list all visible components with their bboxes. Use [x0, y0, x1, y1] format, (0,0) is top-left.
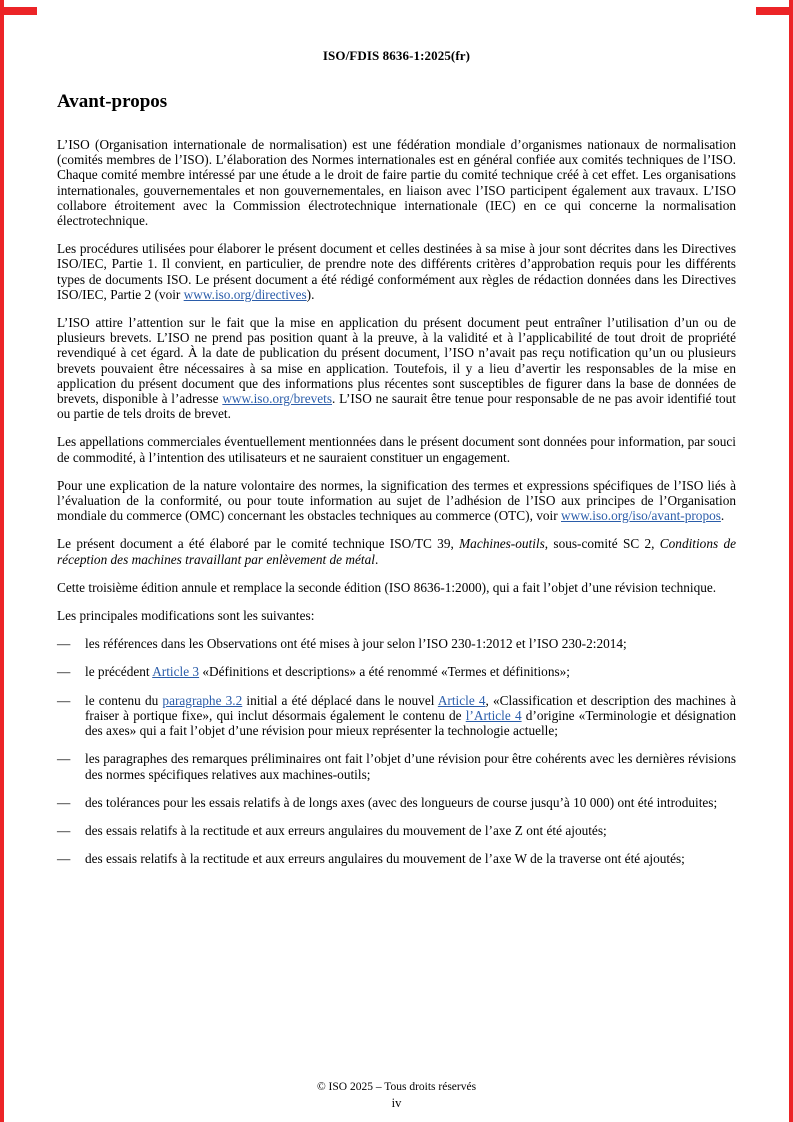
- page-border-left: [0, 0, 4, 1122]
- bullet-item: [57, 693, 736, 739]
- page-title: Avant-propos: [57, 91, 168, 112]
- text-run: Cette troisième édition annule et remplace la seconde édition (ISO 8636-1:2000), qui a fait l’objet d’une révision technique.: [57, 579, 717, 595]
- text-run: le contenu du: [85, 692, 163, 708]
- document-body: [57, 137, 736, 866]
- bullet-text: [85, 664, 570, 679]
- text-run: , «Classification et description des machines à fraiser à portique fixe», qui inclut désormais également le contenu de: [85, 692, 737, 723]
- inline-link[interactable]: Article 3: [152, 664, 200, 680]
- text-run: des essais relatifs à la rectitude et aux erreurs angulaires du mouvement de l’axe W de la traverse ont été ajoutés;: [85, 851, 685, 867]
- bullet-text: [85, 851, 685, 866]
- paragraph: [57, 608, 736, 623]
- inline-link[interactable]: www.iso.org/brevets: [222, 391, 333, 407]
- page-number: iv: [391, 1096, 402, 1110]
- text-run: L’ISO (Organisation internationale de normalisation) est une fédération mondiale d’organismes nationaux de normalisation (comités membres de l’ISO). L’élaboration des Normes internationales est en général confiée aux comités techniques de l’ISO. Chaque comité membre intéressé par une étude a le droit de faire partie du comité technique créé à cet effet. Les organisations internationales, gouvernementales et non gouvernementales, en liaison avec l’ISO participent également aux travaux. L’ISO collabore étroitement avec la Commission électrotechnique internationale (IEC) en ce qui concerne la normalisation électrotechnique.: [57, 137, 736, 229]
- text-run: des tolérances pour les essais relatifs à de longs axes (avec des longueurs de course jusqu’à 10 000) ont été introduites;: [85, 794, 718, 810]
- paragraph: [57, 536, 736, 566]
- text-run: .: [374, 551, 379, 567]
- bullet-dash: —: [57, 851, 71, 867]
- text-run: Les principales modifications sont les suivantes:: [57, 608, 315, 624]
- bullet-item: [57, 795, 736, 810]
- paragraph: [57, 241, 736, 302]
- bullet-item: [57, 664, 736, 679]
- text-run: Les appellations commerciales éventuellement mentionnées dans le présent document sont données pour information, par souci de commodité, à l’intention des utilisateurs et ne sauraient constituer un engagement.: [57, 434, 736, 465]
- text-run: les paragraphes des remarques préliminaires ont fait l’objet d’une révision pour être cohérents avec les dernières révisions des normes spécifiques relatives aux machines-outils;: [85, 751, 736, 782]
- text-run: , sous-comité SC 2,: [544, 536, 660, 552]
- bullet-text: [85, 823, 607, 838]
- text-run: le précédent: [85, 664, 153, 680]
- inline-link[interactable]: Article 4: [437, 692, 486, 708]
- text-run: Le présent document a été élaboré par le comité technique ISO/TC 39,: [57, 536, 460, 552]
- bullet-text: [85, 636, 627, 651]
- inline-link[interactable]: www.iso.org/directives: [183, 286, 307, 302]
- paragraph: [57, 137, 736, 228]
- page-border-right: [789, 0, 793, 1122]
- bullet-dash: —: [57, 692, 71, 708]
- text-run: les références dans les Observations ont été mises à jour selon l’ISO 230-1:2012 et l’ISO 230-2:2014;: [85, 636, 627, 652]
- bullet-text: [85, 795, 717, 810]
- text-run: initial a été déplacé dans le nouvel: [242, 692, 438, 708]
- crop-mark-top-right: [756, 7, 793, 15]
- text-run: . L’ISO ne saurait être tenue pour responsable de ne pas avoir identifié tout ou partie de tels droits de brevet.: [57, 391, 736, 422]
- text-run: «Définitions et descriptions» a été renommé «Termes et définitions»;: [199, 664, 570, 680]
- bullet-dash: —: [57, 794, 71, 810]
- bullet-text: [85, 751, 736, 781]
- paragraph: [57, 434, 736, 464]
- bullet-dash: —: [57, 664, 71, 680]
- text-run: L’ISO attire l’attention sur le fait que la mise en application du présent document peut entraîner l’utilisation d’un ou de plusieurs brevets. L’ISO ne prend pas position quant à la preuve, à la validité et à l’applicabilité de tout droit de propriété revendiqué à cet égard. À la date de publication du présent document, l’ISO n’avait pas reçu notification qu’un ou plusieurs brevets pouvaient être nécessaires à sa mise en application. Toutefois, il y a lieu d’avertir les responsables de la mise en application du présent document que des informations plus récentes sont susceptibles de figurer dans la base de données de brevets, disponible à l’adresse: [57, 315, 736, 407]
- text-run: Pour une explication de la nature volontaire des normes, la signification des termes et expressions spécifiques de l’ISO liés à l’évaluation de la conformité, ou pour toute information au sujet de l’adhésion de l’ISO aux principes de l’Organisation mondiale du commerce (OMC) concernant les obstacles techniques au commerce (OTC), voir: [57, 477, 736, 524]
- paragraph: [57, 315, 736, 421]
- bullet-dash: —: [57, 636, 71, 652]
- crop-mark-top-left: [0, 7, 37, 15]
- bullet-item: [57, 851, 736, 866]
- italic-text: Conditions de réception des machines travaillant par enlèvement de métal: [57, 536, 736, 567]
- inline-link[interactable]: www.iso.org/iso/avant-propos: [561, 508, 721, 524]
- bullet-text: [85, 693, 736, 738]
- text-run: .: [720, 508, 725, 524]
- bullet-item: [57, 636, 736, 651]
- bullet-item: [57, 823, 736, 838]
- bullet-dash: —: [57, 751, 71, 767]
- text-run: des essais relatifs à la rectitude et aux erreurs angulaires du mouvement de l’axe Z ont été ajoutés;: [85, 822, 607, 838]
- paragraph: [57, 580, 736, 595]
- copyright-notice: © ISO 2025 – Tous droits réservés: [316, 1081, 477, 1093]
- inline-link[interactable]: paragraphe 3.2: [162, 692, 243, 708]
- document-reference: ISO/FDIS 8636-1:2025(fr): [322, 48, 471, 63]
- text-run: d’origine «Terminologie et désignation des axes» qui a fait l’objet d’une révision pour mieux représenter la technologie actuelle;: [85, 707, 736, 739]
- bullet-item: [57, 751, 736, 781]
- italic-text: Machines-outils: [459, 536, 545, 552]
- paragraph: [57, 478, 736, 524]
- inline-link[interactable]: l’Article 4: [465, 707, 522, 723]
- bullet-dash: —: [57, 822, 71, 838]
- text-run: Les procédures utilisées pour élaborer le présent document et celles destinées à sa mise à jour sont décrites dans les Directives ISO/IEC, Partie 1. Il convient, en particulier, de prendre note des différents critères d’approbation requis pour les différents types de documents ISO. Le présent document a été rédigé conformément aux règles de rédaction données dans les Directives ISO/IEC, Partie 2 (voir: [57, 241, 736, 302]
- page-footer: [0, 1080, 793, 1111]
- text-run: ).: [306, 286, 315, 302]
